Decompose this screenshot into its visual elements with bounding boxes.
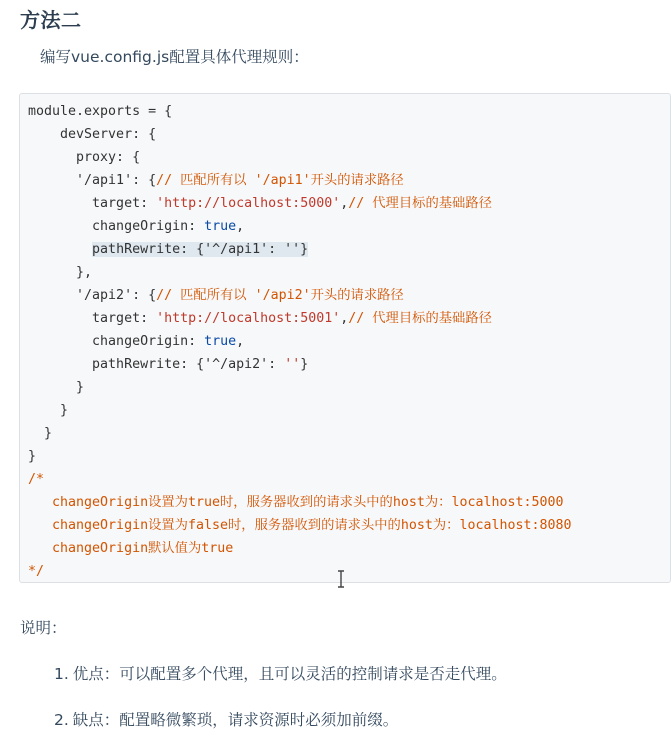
code-token: }, <box>28 265 93 280</box>
code-line <box>28 422 670 445</box>
code-token: pathRewrite: {'^/api1': ''} <box>92 242 309 257</box>
code-token: , <box>236 334 245 349</box>
code-token: // 代理目标的基础路径 <box>348 311 492 326</box>
code-token: // 匹配所有以 '/api1'开头的请求路径 <box>156 173 404 188</box>
description-label: 说明： <box>20 619 67 637</box>
code-token: changeOrigin: <box>28 219 205 234</box>
code-line <box>28 491 670 514</box>
code-token: 'http://localhost:5000' <box>156 196 341 211</box>
code-token: changeOrigin: <box>28 334 205 349</box>
code-token: pathRewrite: {'^/api2': <box>28 357 285 372</box>
code-token: } <box>300 357 309 372</box>
code-token: } <box>28 449 37 464</box>
list-item: 1. 优点：可以配置多个代理，且可以灵活的控制请求是否走代理。 <box>54 665 507 683</box>
code-line <box>28 146 670 169</box>
code-token: devServer: { <box>28 127 157 142</box>
code-line <box>28 169 670 192</box>
code-line <box>28 353 670 376</box>
text-cursor-icon <box>336 570 346 588</box>
code-token: target: <box>28 196 157 211</box>
code-line <box>28 307 670 330</box>
code-token: changeOrigin设置为true时，服务器收到的请求头中的host为：localhost:5000 <box>28 495 564 510</box>
code-line <box>28 376 670 399</box>
code-token: target: <box>28 311 157 326</box>
code-token: */ <box>28 564 45 579</box>
code-token: true <box>204 334 237 349</box>
code-token: '/api2': { <box>28 288 157 303</box>
code-line <box>28 330 670 353</box>
code-line <box>28 560 670 583</box>
code-token: } <box>28 426 53 441</box>
code-token: , <box>236 219 245 234</box>
code-line <box>28 215 670 238</box>
code-line <box>28 284 670 307</box>
code-line <box>28 123 670 146</box>
code-block[interactable] <box>19 93 671 583</box>
code-token: proxy: { <box>28 150 141 165</box>
code-token: '' <box>284 357 301 372</box>
list-item: 2. 缺点：配置略微繁琐，请求资源时必须加前缀。 <box>54 711 399 729</box>
code-line <box>28 100 670 123</box>
code-token: changeOrigin默认值为true <box>28 541 234 556</box>
code-token: } <box>28 403 69 418</box>
code-token: /* <box>28 472 45 487</box>
code-line <box>28 537 670 560</box>
code-line <box>28 192 670 215</box>
code-content[interactable] <box>20 94 670 583</box>
code-token: , <box>340 196 349 211</box>
code-token: true <box>204 219 237 234</box>
code-token: // 匹配所有以 '/api2'开头的请求路径 <box>156 288 404 303</box>
code-line <box>28 238 670 261</box>
code-line <box>28 261 670 284</box>
code-token: 'http://localhost:5001' <box>156 311 341 326</box>
code-line <box>28 399 670 422</box>
code-token <box>28 242 92 257</box>
points-list <box>54 662 507 754</box>
code-token: // 代理目标的基础路径 <box>348 196 492 211</box>
code-line <box>28 514 670 537</box>
intro-text: 编写vue.config.js配置具体代理规则： <box>40 48 309 66</box>
code-token: module.exports = { <box>28 104 173 119</box>
code-token: changeOrigin设置为false时，服务器收到的请求头中的host为：localhost:8080 <box>28 518 572 533</box>
code-line <box>28 468 670 491</box>
code-token: , <box>340 311 349 326</box>
code-token: } <box>28 380 85 395</box>
code-token: '/api1': { <box>28 173 157 188</box>
code-line <box>28 445 670 468</box>
section-title: 方法二 <box>20 8 82 32</box>
